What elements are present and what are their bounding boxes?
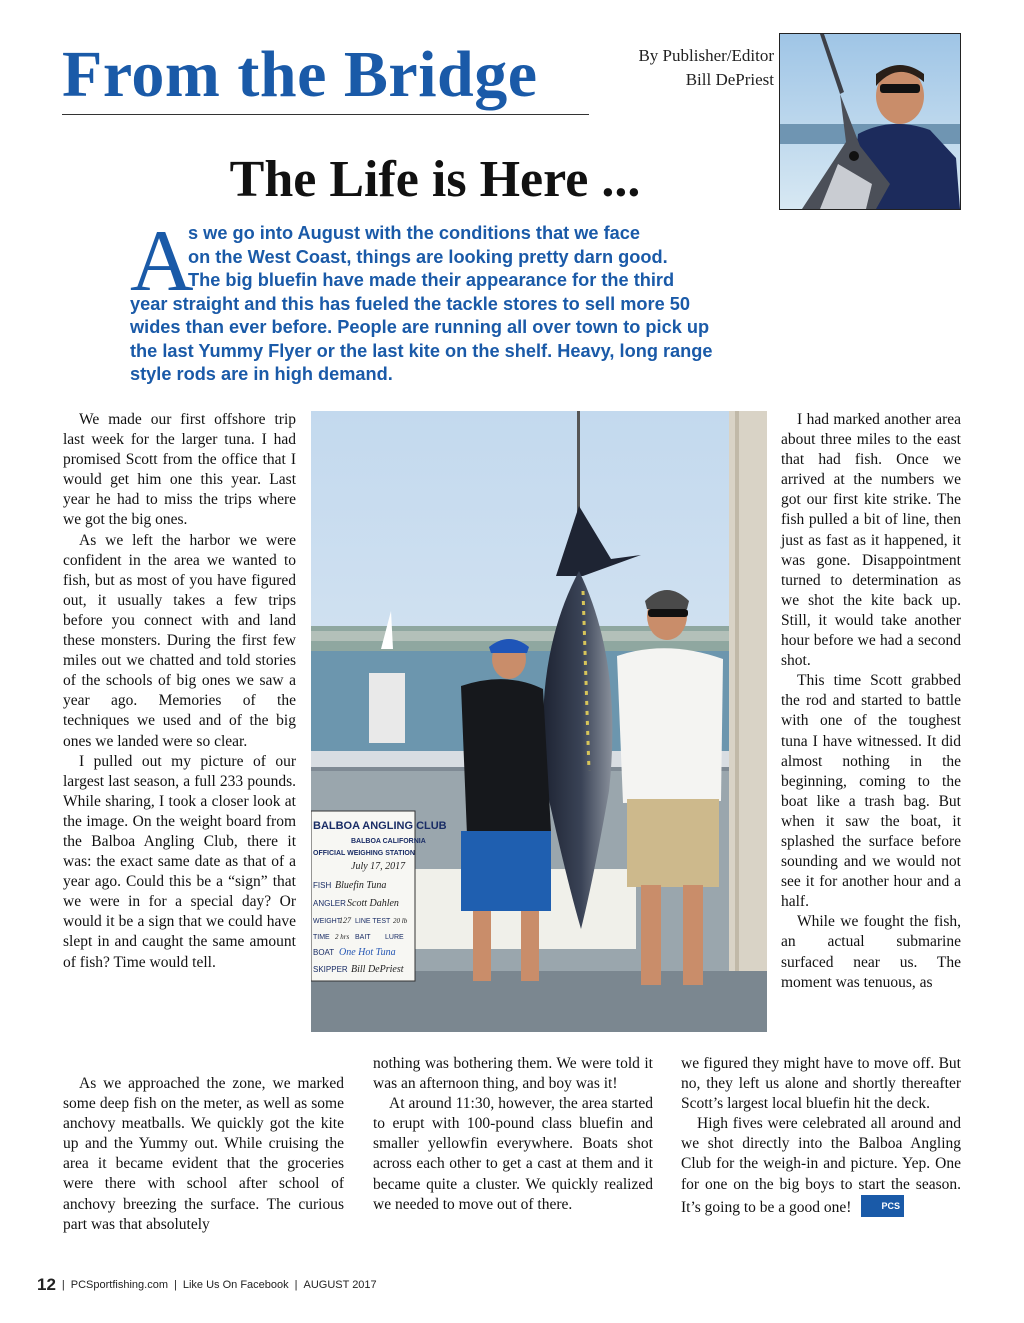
body-paragraph: I had marked another area about three miles to the east that had fish. Once we arrived at the numbers we got our first kite strike. The fish pulled a bit of line, then just as fast as it happened, it was gone. Disappointment turned to determination as we shot the kite back up. Still, it would take another hour before we had a second shot. xyxy=(781,411,961,670)
board-time-value: 2 hrs xyxy=(335,933,350,941)
board-boat-value: One Hot Tuna xyxy=(339,947,396,958)
column-right-lower xyxy=(681,1054,961,1218)
title-rule xyxy=(62,114,589,115)
body-paragraph xyxy=(681,1114,961,1217)
byline xyxy=(596,44,774,92)
footer-separator: | xyxy=(174,1279,177,1291)
board-boat-label: BOAT xyxy=(313,948,335,957)
pcs-end-tag: PCS xyxy=(861,1195,904,1217)
headline: The Life is Here ... xyxy=(229,151,641,208)
board-fish-value: Bluefin Tuna xyxy=(335,880,387,891)
board-date: July 17, 2017 xyxy=(351,861,406,872)
board-skipper-label: SKIPPER xyxy=(313,965,348,974)
footer-site: PCSportfishing.com xyxy=(70,1279,168,1291)
board-angler-label: ANGLER xyxy=(313,899,346,908)
board-weight-label: WEIGHT xyxy=(313,918,341,925)
board-skipper-value: Bill DePriest xyxy=(351,964,404,975)
body-paragraph: While we fought the fish, an actual submarine surfaced near us. The moment was tenuous, as xyxy=(781,913,961,991)
board-station: OFFICIAL WEIGHING STATION xyxy=(313,850,415,857)
lede-line-2: on the West Coast, things are looking pretty darn good. xyxy=(188,246,668,267)
board-bait-label: BAIT xyxy=(355,934,371,941)
lede-line-1: s we go into August with the conditions that we face xyxy=(188,223,641,243)
board-angler-value: Scott Dahlen xyxy=(347,898,399,909)
board-lure-label: LURE xyxy=(385,934,404,941)
footer-separator: | xyxy=(294,1279,298,1291)
column-middle xyxy=(373,1054,653,1215)
byline-name: Bill DePriest xyxy=(685,70,774,89)
body-paragraph: nothing was bothering them. We were told it was an afternoon thing, and boy was it! xyxy=(373,1055,653,1093)
body-paragraph: This time Scott grabbed the rod and started to battle with one of the toughest tuna I have witnessed. It did almost nothing in the beginning, coming to the boat like a trash bag. But when it saw the boat, it splashed the surface before sounding and we would not see it for another hour and a half. xyxy=(781,672,961,911)
column-left-lower xyxy=(63,1074,344,1235)
byline-role: By Publisher/Editor xyxy=(638,46,774,65)
body-paragraph: At around 11:30, however, the area started to erupt with 100-pound class bluefin and smaller yellowfin everywhere. Boats shot across each other to get a cast at them and it became quite a cluster. We quickly realized we needed to move out of there. xyxy=(373,1095,653,1213)
lede-dropcap: A xyxy=(130,213,194,310)
body-paragraph: I pulled out my picture of our largest last season, a full 233 pounds. While sharing, I took a closer look at the image. On the weight board from the Balboa Angling Club, there it was: the exact same date as that of a year ago. Could this be a “sign” that we were in for a special day? Or would it be a sign that we could have slept in and caught the same amount of fish? Time would tell. xyxy=(63,752,296,971)
board-club: BALBOA ANGLING CLUB xyxy=(313,820,447,832)
board-fish-label: FISH xyxy=(313,881,332,890)
main-photo xyxy=(311,411,767,1032)
body-paragraph: As we approached the zone, we marked some deep fish on the meter, as well as some anchovy meatballs. We quickly got the kite up and the Yummy out. While cruising the area it became evident that the groceries were there with school after school of anchovy breezing the surface. The curious part was that absolutely xyxy=(63,1075,344,1233)
footer-separator: | xyxy=(61,1279,65,1291)
footer-issue: AUGUST 2017 xyxy=(303,1279,377,1291)
board-line-label: LINE TEST xyxy=(355,918,391,925)
closing-text: High fives were celebrated all around and we shot directly into the Balboa Angling Club for the weigh-in and picture. Yep. One for one on the big boys to start the season. It’s going to be a good one! xyxy=(681,1115,961,1216)
column-left xyxy=(63,410,296,973)
body-paragraph: We made our first offshore trip last week for the larger tuna. I had promised Scott from the office that I would get him one this year. Last year he had to miss the trips where we got the big ones. xyxy=(63,411,296,529)
column-right xyxy=(781,410,961,993)
page-number: 12 xyxy=(37,1275,56,1294)
board-line-value: 20 lb xyxy=(393,917,408,925)
body-paragraph: we figured they might have to move off. But no, they left us alone and shortly thereafter Scott’s largest local bluefin hit the deck. xyxy=(681,1055,961,1113)
lede-paragraph xyxy=(130,222,740,387)
board-location: BALBOA CALIFORNIA xyxy=(351,838,426,845)
column-title: From the Bridge xyxy=(62,38,538,111)
body-paragraph: As we left the harbor we were confident in the area we wanted to fish, but as most of you have figured out, it usually takes a few trips before you connect with and land these monsters. During the first few miles out we chatted and told stories of the schools of big ones we saw a year ago. Memories of the techniques we used and of the big ones we landed were so clear. xyxy=(63,531,296,750)
main-photo-image xyxy=(311,411,767,1032)
board-weight-value: 127 xyxy=(339,916,351,925)
lede-line-3: The big bluefin have made their appearance for the third xyxy=(188,270,675,290)
page-footer xyxy=(37,1275,377,1295)
lede-rest: year straight and this has fueled the tackle stores to sell more 50 wides than ever before. People are running all over town to pick up the last Yummy Flyer or the last kite on the shelf. Heavy, long range style rods are in high demand. xyxy=(130,293,713,384)
board-time-label: TIME xyxy=(313,934,330,941)
footer-facebook: Like Us On Facebook xyxy=(182,1279,289,1291)
